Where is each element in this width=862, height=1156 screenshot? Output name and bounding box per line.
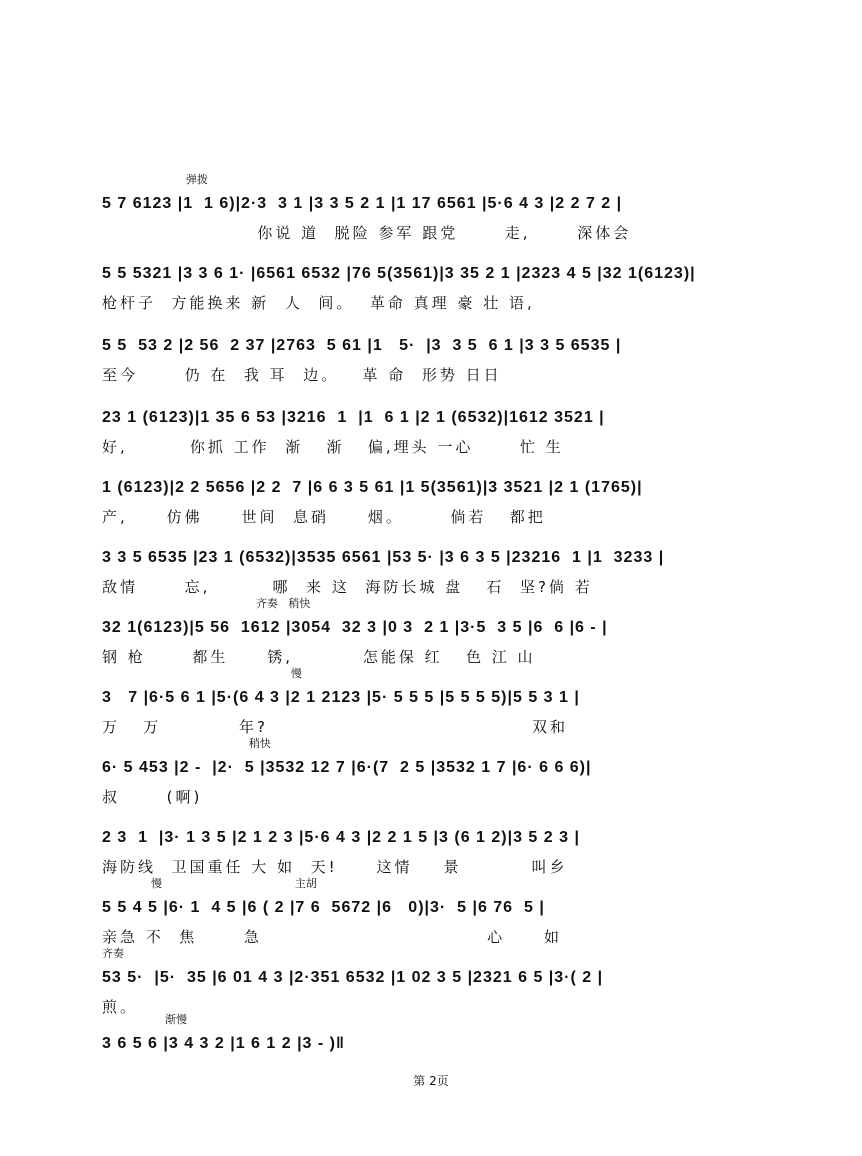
expression-marks: [102, 456, 766, 472]
score-system-4: [102, 394, 766, 464]
notation-line: 3 3 5 6535 |23 1 (6532)|3535 6561 |53 5· |3 6 3 5 |23216 1 |1 3233 |: [102, 549, 665, 566]
lyrics-line: 钢 枪 都生 锈, 怎能保 红 色 江 山: [102, 648, 536, 666]
lyrics-line: 至今 仍 在 我 耳 边。 革 命 形势 日日: [102, 366, 502, 384]
score-system-2: [102, 250, 766, 320]
expression-marks: 稍快: [102, 737, 271, 750]
notation-line: 3 7 |6·5 6 1 |5·(6 4 3 |2 1 2123 |5· 5 5 5 |5 5 5 5)|5 5 3 1 |: [102, 689, 580, 706]
lyrics-line: 亲急 不 焦 急 心 如: [102, 928, 563, 946]
notation-line: 5 5 4 5 |6· 1 4 5 |6 ( 2 |7 6 5672 |6 0)|3· 5 |6 76 5 |: [102, 899, 545, 916]
expression-marks: 慢: [102, 667, 302, 680]
lyrics-line: 叔 (啊): [102, 788, 203, 806]
score-system-11: [102, 877, 766, 954]
expression-marks: 齐奏 稍快: [102, 597, 311, 610]
notation-line: 5 7 6123 |1 1 6)|2·3 3 1 |3 3 5 2 1 |1 17 6561 |5·6 4 3 |2 2 7 2 |: [102, 195, 623, 212]
score-system-9: [102, 737, 766, 814]
lyrics-line: 敌情 忘, 哪 来 这 海防长城 盘 石 坚?倘 若: [102, 578, 593, 596]
expression-marks: 弹拨: [102, 173, 208, 186]
lyrics-line: 枪杆子 方能换来 新 人 间。 革命 真理 豪 壮 语,: [102, 294, 535, 312]
notation-line: 2 3 1 |3· 1 3 5 |2 1 2 3 |5·6 4 3 |2 2 1 5 |3 (6 1 2)|3 5 2 3 |: [102, 829, 580, 846]
notation-line: 3 6 5 6 |3 4 3 2 |1 6 1 2 |3 - )‖: [102, 1035, 345, 1052]
notation-line: 5 5 53 2 |2 56 2 37 |2763 5 61 |1 5· |3 3 5 6 1 |3 3 5 6535 |: [102, 337, 622, 354]
score-system-3: [102, 322, 766, 392]
score-system-6: [102, 534, 766, 604]
notation-line: 6· 5 453 |2 - |2· 5 |3532 12 7 |6·(7 2 5 |3532 1 7 |6· 6 6 6)|: [102, 759, 592, 776]
lyrics-line: 海防线 卫国重任 大 如 天! 这情 景 叫乡: [102, 858, 568, 876]
page-number: 第 2页: [413, 1074, 449, 1088]
expression-marks: [102, 314, 766, 330]
lyrics-line: 煎。: [102, 998, 139, 1016]
expression-marks: 渐慢: [102, 1013, 187, 1026]
expression-marks: 齐奏: [102, 947, 124, 960]
score-system-5: [102, 464, 766, 534]
lyrics-line: 好, 你抓 工作 渐 渐 偏,埋头 一心 忙 生: [102, 438, 564, 456]
lyrics-line: 你说 道 脱险 参军 跟党 走, 深体会: [102, 224, 632, 242]
expression-marks: [102, 386, 766, 402]
notation-line: 23 1 (6123)|1 35 6 53 |3216 1 |1 6 1 |2 1 (6532)|1612 3521 |: [102, 409, 605, 426]
notation-line: 1 (6123)|2 2 5656 |2 2 7 |6 6 3 5 61 |1 5(3561)|3 3521 |2 1 (1765)|: [102, 479, 643, 496]
expression-marks: [102, 526, 766, 542]
expression-marks: [102, 242, 766, 258]
expression-marks: [102, 806, 766, 822]
notation-line: 53 5· |5· 35 |6 01 4 3 |2·351 6532 |1 02 3 5 |2321 6 5 |3·( 2 |: [102, 969, 604, 986]
score-system-7: [102, 597, 766, 674]
lyrics-line: 万 万 年? 双和: [102, 718, 569, 736]
score-system-8: [102, 667, 766, 744]
lyrics-line: 产, 仿佛 世间 息硝 烟。 倘若 都把: [102, 508, 546, 526]
score-system-10: [102, 814, 766, 884]
score-system-1: [102, 173, 766, 250]
notation-line: 5 5 5321 |3 3 6 1· |6561 6532 |76 5(3561)|3 35 2 1 |2323 4 5 |32 1(6123)|: [102, 265, 696, 282]
notation-line: 32 1(6123)|5 56 1612 |3054 32 3 |0 3 2 1 |3·5 3 5 |6 6 |6 - |: [102, 619, 608, 636]
expression-marks: 慢 主胡: [102, 877, 317, 890]
